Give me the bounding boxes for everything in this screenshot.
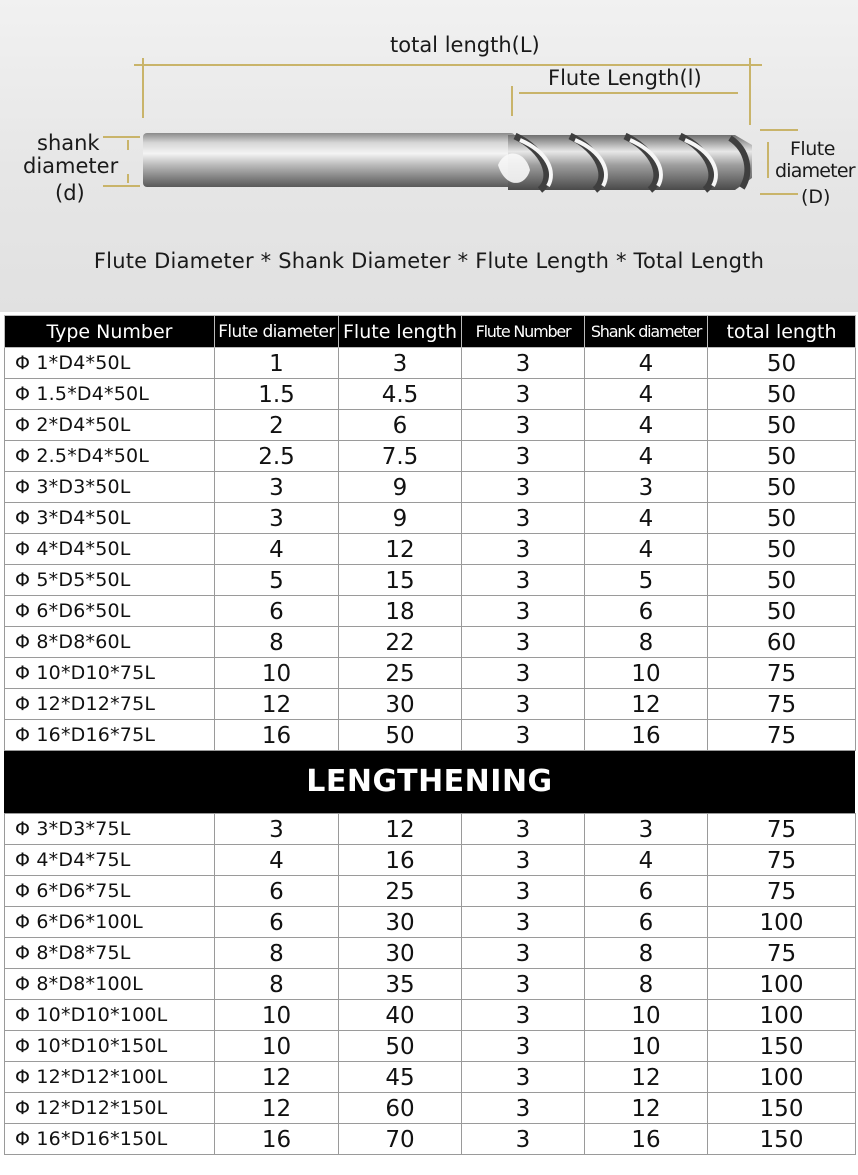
total-length-cell: 75 xyxy=(708,814,856,845)
type-number-cell: Φ 2.5*D4*50L xyxy=(5,441,215,472)
flute-number-cell: 3 xyxy=(462,938,585,969)
flute-diameter-cell: 4 xyxy=(215,534,339,565)
table-row xyxy=(5,1062,856,1093)
dimension-caption: Flute Diameter * Shank Diameter * Flute Length * Total Length xyxy=(93,249,765,273)
flute-number-cell: 3 xyxy=(462,627,585,658)
flute-diameter-cell: 1 xyxy=(215,348,339,379)
shank-diameter-cell: 16 xyxy=(585,1124,708,1155)
table-row xyxy=(5,472,856,503)
table-row xyxy=(5,596,856,627)
flute-diameter-label-line2: diameter xyxy=(775,160,855,182)
type-number-cell: Φ 8*D8*100L xyxy=(5,969,215,1000)
total-length-cell: 150 xyxy=(708,1031,856,1062)
table-row xyxy=(5,379,856,410)
table-row xyxy=(5,845,856,876)
type-number-cell: Φ 16*D16*150L xyxy=(5,1124,215,1155)
shank-diameter-cell: 3 xyxy=(585,472,708,503)
header-total-length: total length xyxy=(708,316,856,348)
header-type-number: Type Number xyxy=(5,316,215,348)
total-length-cell: 75 xyxy=(708,845,856,876)
flute-number-cell: 3 xyxy=(462,1062,585,1093)
flute-diameter-cell: 2 xyxy=(215,410,339,441)
shank-diameter-cell: 8 xyxy=(585,969,708,1000)
flute-length-cell: 50 xyxy=(339,720,462,751)
flute-diameter-cell: 6 xyxy=(215,907,339,938)
flute-number-cell: 3 xyxy=(462,348,585,379)
total-length-cell: 100 xyxy=(708,907,856,938)
flute-number-cell: 3 xyxy=(462,379,585,410)
shank-diameter-cell: 8 xyxy=(585,938,708,969)
type-number-cell: Φ 16*D16*75L xyxy=(5,720,215,751)
flute-length-cell: 9 xyxy=(339,472,462,503)
flute-length-cell: 30 xyxy=(339,907,462,938)
flute-diameter-cell: 16 xyxy=(215,1124,339,1155)
flute-number-cell: 3 xyxy=(462,876,585,907)
table-row xyxy=(5,503,856,534)
flute-diameter-label-line3: (D) xyxy=(801,186,831,208)
flute-diameter-cell: 8 xyxy=(215,938,339,969)
flute-number-cell: 3 xyxy=(462,689,585,720)
flute-length-cell: 4.5 xyxy=(339,379,462,410)
table-row xyxy=(5,689,856,720)
flute-body xyxy=(498,135,752,190)
shank-diameter-cell: 4 xyxy=(585,348,708,379)
flute-diameter-cell: 12 xyxy=(215,1093,339,1124)
flute-length-cell: 18 xyxy=(339,596,462,627)
total-length-cell: 75 xyxy=(708,689,856,720)
flute-length-cell: 12 xyxy=(339,814,462,845)
table-row xyxy=(5,907,856,938)
shank-label-line2: diameter xyxy=(23,154,119,178)
flute-length-cell: 30 xyxy=(339,689,462,720)
total-length-cell: 50 xyxy=(708,503,856,534)
flute-diameter-cell: 16 xyxy=(215,720,339,751)
flute-diameter-cell: 3 xyxy=(215,814,339,845)
shank-diameter-cell: 4 xyxy=(585,845,708,876)
flute-length-cell: 70 xyxy=(339,1124,462,1155)
type-number-cell: Φ 1.5*D4*50L xyxy=(5,379,215,410)
flute-diameter-cell: 4 xyxy=(215,845,339,876)
table-row xyxy=(5,1093,856,1124)
total-length-cell: 50 xyxy=(708,596,856,627)
shank-diameter-cell: 3 xyxy=(585,814,708,845)
table-row xyxy=(5,1031,856,1062)
total-length-cell: 75 xyxy=(708,938,856,969)
flute-length-cell: 60 xyxy=(339,1093,462,1124)
shank-diameter-cell: 4 xyxy=(585,441,708,472)
flute-length-cell: 25 xyxy=(339,658,462,689)
header-flute-diameter: Flute diameter xyxy=(215,316,339,348)
table-row xyxy=(5,441,856,472)
table-header-row xyxy=(5,316,856,348)
shank-diameter-cell: 6 xyxy=(585,596,708,627)
total-length-cell: 60 xyxy=(708,627,856,658)
shank-diameter-cell: 5 xyxy=(585,565,708,596)
flute-diameter-cell: 12 xyxy=(215,1062,339,1093)
flute-number-cell: 3 xyxy=(462,503,585,534)
shank-diameter-cell: 4 xyxy=(585,534,708,565)
flute-number-cell: 3 xyxy=(462,1000,585,1031)
table-row xyxy=(5,938,856,969)
flute-number-cell: 3 xyxy=(462,720,585,751)
type-number-cell: Φ 8*D8*60L xyxy=(5,627,215,658)
flute-number-cell: 3 xyxy=(462,845,585,876)
flute-length-cell: 7.5 xyxy=(339,441,462,472)
type-number-cell: Φ 6*D6*100L xyxy=(5,907,215,938)
flute-diameter-cell: 10 xyxy=(215,1000,339,1031)
lengthening-rows xyxy=(5,814,856,1155)
total-length-cell: 100 xyxy=(708,1000,856,1031)
total-length-cell: 100 xyxy=(708,969,856,1000)
total-length-cell: 50 xyxy=(708,348,856,379)
header-flute-length: Flute length xyxy=(339,316,462,348)
type-number-cell: Φ 5*D5*50L xyxy=(5,565,215,596)
type-number-cell: Φ 10*D10*150L xyxy=(5,1031,215,1062)
total-length-cell: 75 xyxy=(708,876,856,907)
type-number-cell: Φ 4*D4*75L xyxy=(5,845,215,876)
shank-diameter-cell: 4 xyxy=(585,503,708,534)
flute-diameter-cell: 12 xyxy=(215,689,339,720)
flute-length-label: Flute Length(l) xyxy=(548,66,702,90)
flute-diameter-cell: 10 xyxy=(215,1031,339,1062)
flute-number-cell: 3 xyxy=(462,814,585,845)
type-number-cell: Φ 10*D10*100L xyxy=(5,1000,215,1031)
shank-diameter-cell: 10 xyxy=(585,658,708,689)
flute-number-cell: 3 xyxy=(462,472,585,503)
flute-length-cell: 40 xyxy=(339,1000,462,1031)
shank-diameter-cell: 12 xyxy=(585,1093,708,1124)
flute-number-cell: 3 xyxy=(462,410,585,441)
type-number-cell: Φ 1*D4*50L xyxy=(5,348,215,379)
flute-diameter-cell: 8 xyxy=(215,969,339,1000)
type-number-cell: Φ 10*D10*75L xyxy=(5,658,215,689)
shank-diameter-cell: 10 xyxy=(585,1031,708,1062)
flute-diameter-cell: 6 xyxy=(215,876,339,907)
flute-diameter-cell: 3 xyxy=(215,503,339,534)
flute-diameter-cell: 3 xyxy=(215,472,339,503)
header-shank-diameter: Shank diameter xyxy=(585,316,708,348)
shank-diameter-cell: 8 xyxy=(585,627,708,658)
standard-rows xyxy=(5,348,856,751)
specifications-table xyxy=(4,315,856,751)
shank-diameter-cell: 12 xyxy=(585,1062,708,1093)
lengthening-section-divider: LENGTHENING xyxy=(4,751,855,813)
flute-number-cell: 3 xyxy=(462,441,585,472)
specifications-table-wrapper xyxy=(4,315,855,1155)
flute-diameter-label-line1: Flute xyxy=(790,138,835,160)
type-number-cell: Φ 3*D3*50L xyxy=(5,472,215,503)
flute-diameter-cell: 10 xyxy=(215,658,339,689)
type-number-cell: Φ 8*D8*75L xyxy=(5,938,215,969)
table-row xyxy=(5,720,856,751)
shank-diameter-cell: 12 xyxy=(585,689,708,720)
flute-length-cell: 6 xyxy=(339,410,462,441)
total-length-cell: 50 xyxy=(708,441,856,472)
total-length-cell: 75 xyxy=(708,720,856,751)
flute-length-cell: 12 xyxy=(339,534,462,565)
lengthening-table xyxy=(4,813,856,1155)
type-number-cell: Φ 6*D6*50L xyxy=(5,596,215,627)
flute-diameter-cell: 8 xyxy=(215,627,339,658)
flute-number-cell: 3 xyxy=(462,658,585,689)
total-length-cell: 150 xyxy=(708,1093,856,1124)
flute-length-cell: 22 xyxy=(339,627,462,658)
shank-diameter-cell: 6 xyxy=(585,876,708,907)
table-row xyxy=(5,348,856,379)
table-row xyxy=(5,814,856,845)
total-length-cell: 50 xyxy=(708,565,856,596)
flute-length-cell: 9 xyxy=(339,503,462,534)
flute-diameter-cell: 2.5 xyxy=(215,441,339,472)
type-number-cell: Φ 4*D4*50L xyxy=(5,534,215,565)
table-row xyxy=(5,565,856,596)
shank-diameter-cell: 10 xyxy=(585,1000,708,1031)
flute-length-cell: 3 xyxy=(339,348,462,379)
header-flute-number: Flute Number xyxy=(462,316,585,348)
type-number-cell: Φ 12*D12*150L xyxy=(5,1093,215,1124)
flute-number-cell: 3 xyxy=(462,534,585,565)
shank-diameter-cell: 4 xyxy=(585,410,708,441)
shank-diameter-cell: 6 xyxy=(585,907,708,938)
table-row xyxy=(5,1000,856,1031)
total-length-cell: 50 xyxy=(708,472,856,503)
total-length-cell: 50 xyxy=(708,410,856,441)
table-row xyxy=(5,410,856,441)
total-length-cell: 150 xyxy=(708,1124,856,1155)
table-row xyxy=(5,627,856,658)
shank-label-line3: (d) xyxy=(55,181,85,205)
total-length-label: total length(L) xyxy=(390,33,540,57)
type-number-cell: Φ 2*D4*50L xyxy=(5,410,215,441)
flute-number-cell: 3 xyxy=(462,1031,585,1062)
end-mill-diagram xyxy=(0,0,858,312)
shank-diameter-cell: 4 xyxy=(585,379,708,410)
shank-diameter-cell: 16 xyxy=(585,720,708,751)
total-length-cell: 100 xyxy=(708,1062,856,1093)
type-number-cell: Φ 12*D12*75L xyxy=(5,689,215,720)
flute-number-cell: 3 xyxy=(462,596,585,627)
flute-length-cell: 45 xyxy=(339,1062,462,1093)
flute-diameter-cell: 6 xyxy=(215,596,339,627)
flute-diameter-cell: 5 xyxy=(215,565,339,596)
total-length-cell: 50 xyxy=(708,534,856,565)
type-number-cell: Φ 6*D6*75L xyxy=(5,876,215,907)
type-number-cell: Φ 3*D4*50L xyxy=(5,503,215,534)
shank-body xyxy=(143,133,515,187)
type-number-cell: Φ 12*D12*100L xyxy=(5,1062,215,1093)
flute-number-cell: 3 xyxy=(462,565,585,596)
table-row xyxy=(5,876,856,907)
flute-number-cell: 3 xyxy=(462,969,585,1000)
total-length-cell: 50 xyxy=(708,379,856,410)
table-row xyxy=(5,1124,856,1155)
flute-length-cell: 30 xyxy=(339,938,462,969)
flute-length-cell: 25 xyxy=(339,876,462,907)
flute-number-cell: 3 xyxy=(462,907,585,938)
flute-length-cell: 15 xyxy=(339,565,462,596)
flute-number-cell: 3 xyxy=(462,1124,585,1155)
total-length-cell: 75 xyxy=(708,658,856,689)
flute-diameter-cell: 1.5 xyxy=(215,379,339,410)
flute-length-cell: 16 xyxy=(339,845,462,876)
table-row xyxy=(5,969,856,1000)
flute-length-cell: 35 xyxy=(339,969,462,1000)
table-row xyxy=(5,658,856,689)
shank-label-line1: shank xyxy=(37,131,100,155)
flute-number-cell: 3 xyxy=(462,1093,585,1124)
type-number-cell: Φ 3*D3*75L xyxy=(5,814,215,845)
table-row xyxy=(5,534,856,565)
flute-length-cell: 50 xyxy=(339,1031,462,1062)
